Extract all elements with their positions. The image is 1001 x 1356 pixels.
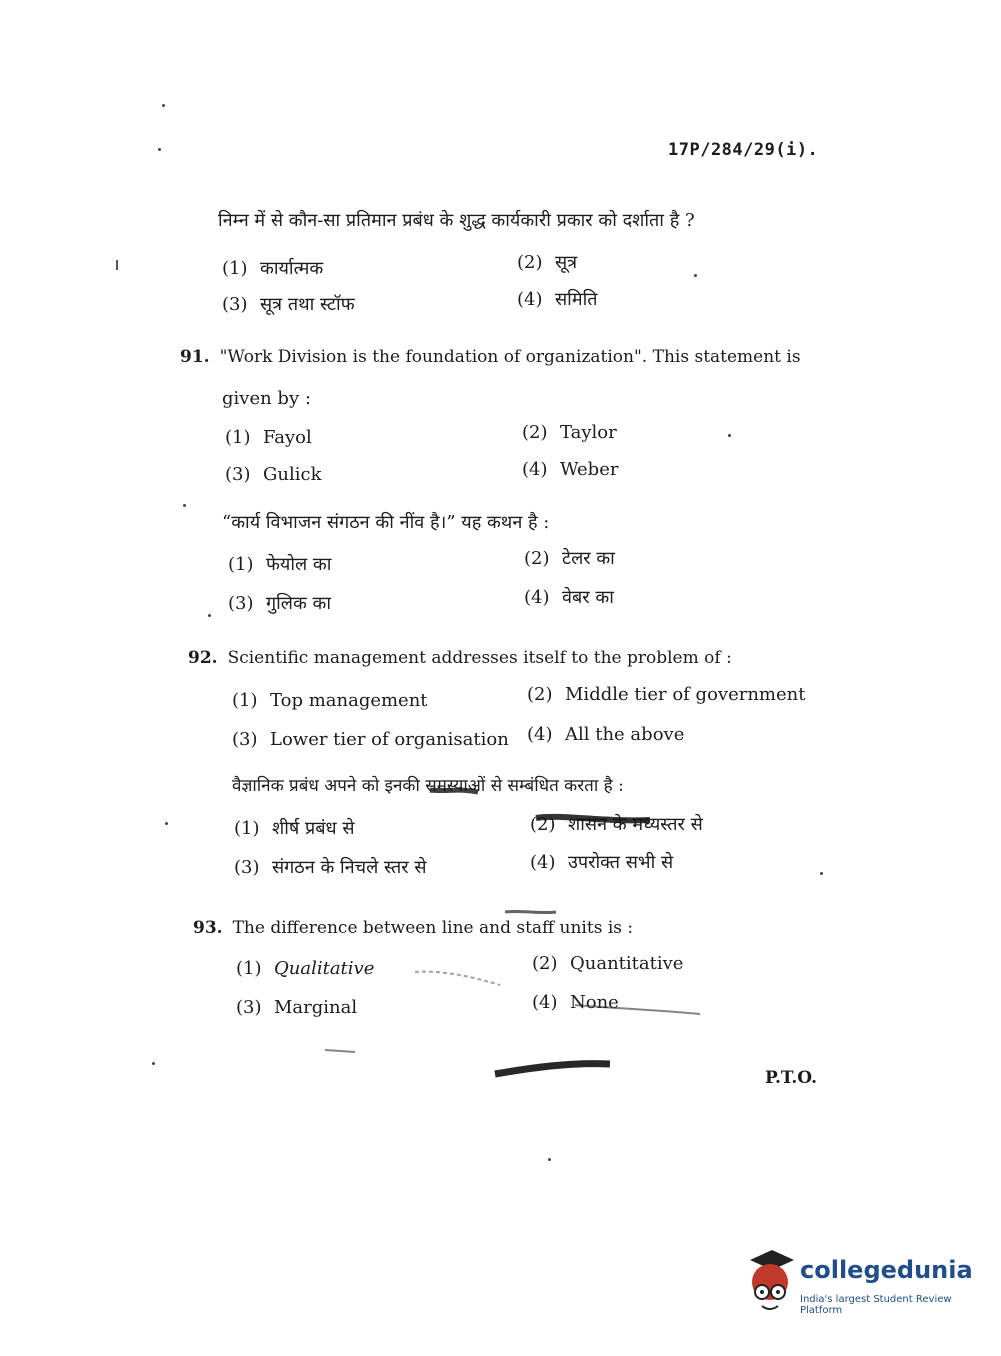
q92-hindi-option-2: (2) शासन के मध्यस्तर से	[530, 814, 703, 835]
q91-hindi-option-1: (1) फेयोल का	[228, 554, 332, 575]
q91-option-4: (4) Weber	[522, 459, 619, 480]
q93-option-3: (3) Marginal	[236, 997, 358, 1018]
q93-option-4: (4) None	[532, 992, 619, 1013]
q91-hindi-text: “कार्य विभाजन संगठन की नींव है।” यह कथन है :	[222, 512, 550, 533]
scan-dot	[208, 614, 211, 617]
q90-hindi-text: निम्न में से कौन-सा प्रतिमान प्रबंध के शुद्ध कार्यकारी प्रकार को दर्शाता है ?	[218, 210, 695, 231]
q92-hindi-option-1: (1) शीर्ष प्रबंध से	[234, 818, 355, 839]
q91-hindi-option-2: (2) टेलर का	[524, 548, 615, 569]
scan-dot	[165, 822, 168, 825]
q91-option-3: (3) Gulick	[225, 464, 322, 485]
mascot-icon	[742, 1248, 798, 1318]
q91-question-cont: given by :	[222, 388, 311, 409]
q90-hindi-option-2: (2) सूत्र	[517, 252, 578, 273]
q92-question: 92. Scientific management addresses itself to the problem of :	[188, 648, 732, 668]
q92-option-1: (1) Top management	[232, 690, 428, 711]
scan-dot	[158, 148, 161, 151]
scan-dot	[162, 104, 165, 107]
q90-hindi-option-4: (4) समिति	[517, 289, 598, 310]
q93-question: 93. The difference between line and staff units is :	[193, 918, 634, 938]
q91-option-1: (1) Fayol	[225, 427, 312, 448]
q91-hindi-option-3: (3) गुलिक का	[228, 593, 332, 614]
scan-dot	[820, 872, 823, 875]
pto-label: P.T.O.	[765, 1068, 817, 1088]
collegedunia-logo	[742, 1248, 972, 1320]
q91-hindi-option-4: (4) वेबर का	[524, 587, 614, 608]
q93-option-1: (1) Qualitative	[236, 958, 375, 979]
scan-dot	[694, 274, 697, 277]
q92-hindi-option-3: (3) संगठन के निचले स्तर से	[234, 857, 427, 878]
q90-hindi-option-3: (3) सूत्र तथा स्टॉफ	[222, 294, 355, 315]
q92-hindi-option-4: (4) उपरोक्त सभी से	[530, 852, 674, 873]
q92-option-2: (2) Middle tier of government	[527, 684, 806, 705]
q91-question: 91. "Work Division is the foundation of organization". This statement is	[180, 347, 801, 367]
scan-dot	[152, 1062, 155, 1065]
logo-name: collegedunia	[800, 1256, 973, 1284]
scan-dot	[548, 1158, 551, 1161]
q92-option-3: (3) Lower tier of organisation	[232, 729, 509, 750]
q92-hindi-text: वैज्ञानिक प्रबंध अपने को इनकी समस्याओं से सम्बंधित करता है :	[232, 776, 624, 796]
scan-dot	[728, 434, 731, 437]
q92-option-4: (4) All the above	[527, 724, 685, 745]
scan-dot	[183, 504, 186, 507]
q93-option-2: (2) Quantitative	[532, 953, 684, 974]
q91-option-2: (2) Taylor	[522, 422, 617, 443]
paper-code: 17P/284/29(i).	[668, 140, 819, 160]
logo-tagline: India's largest Student Review Platform	[800, 1294, 952, 1316]
q90-hindi-option-1: (1) कार्यात्मक	[222, 258, 324, 279]
